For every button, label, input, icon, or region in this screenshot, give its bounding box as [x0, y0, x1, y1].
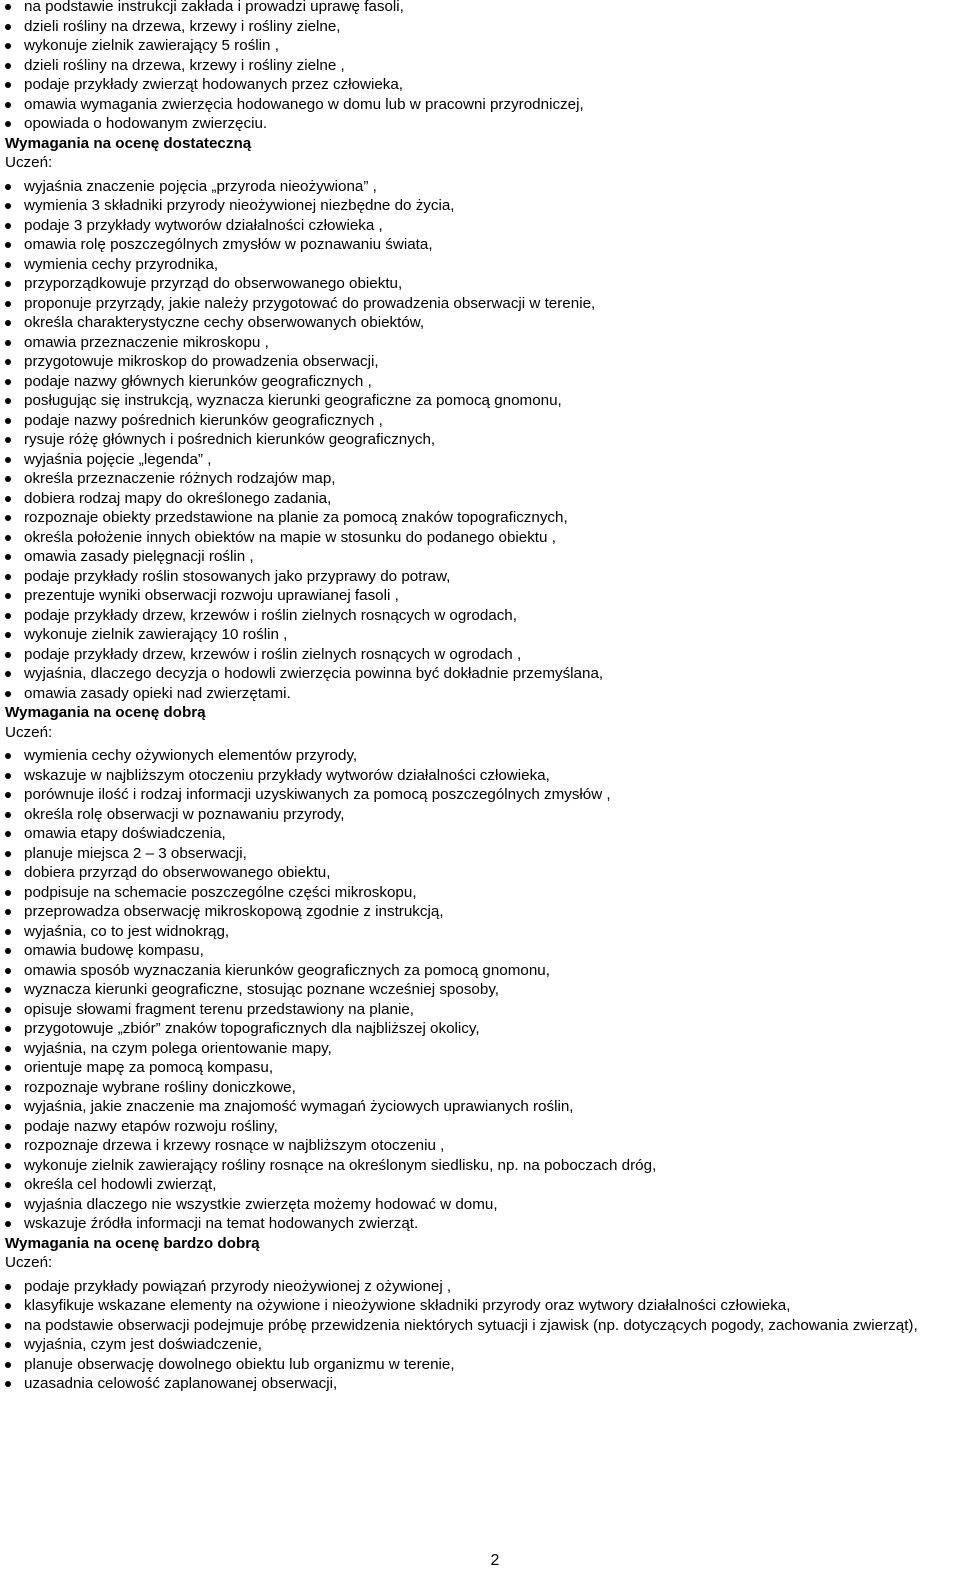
list-item: wyjaśnia pojęcie „legenda” , [0, 450, 960, 470]
list-item: określa cel hodowli zwierząt, [0, 1175, 960, 1195]
list-item: wymienia cechy ożywionych elementów przyrody, [0, 746, 960, 766]
list-item: podaje nazwy głównych kierunków geograficznych , [0, 372, 960, 392]
list-item: podaje przykłady zwierząt hodowanych przez człowieka, [0, 75, 960, 95]
list-item: uzasadnia celowość zaplanowanej obserwacji, [0, 1374, 960, 1394]
list-item: omawia przeznaczenie mikroskopu , [0, 333, 960, 353]
list-item: wyjaśnia, jakie znaczenie ma znajomość wymagań życiowych uprawianych roślin, [0, 1097, 960, 1117]
list-item: rozpoznaje drzewa i krzewy rosnące w najbliższym otoczeniu , [0, 1136, 960, 1156]
list-item: omawia zasady opieki nad zwierzętami. [0, 684, 960, 704]
bardzo-dobra-requirements-list [0, 1277, 960, 1394]
list-item: na podstawie instrukcji zakłada i prowadzi uprawę fasoli, [0, 0, 960, 17]
list-item: wyjaśnia, czym jest doświadczenie, [0, 1335, 960, 1355]
list-item: proponuje przyrządy, jakie należy przygotować do prowadzenia obserwacji w terenie, [0, 294, 960, 314]
list-item: wykonuje zielnik zawierający rośliny rosnące na określonym siedlisku, np. na poboczach dróg, [0, 1156, 960, 1176]
list-item: podaje przykłady powiązań przyrody nieożywionej z ożywionej , [0, 1277, 960, 1297]
list-item: wyjaśnia, dlaczego decyzja o hodowli zwierzęcia powinna być dokładnie przemyślana, [0, 664, 960, 684]
list-item: wyjaśnia znaczenie pojęcia „przyroda nieożywiona” , [0, 177, 960, 197]
list-item: dobiera przyrząd do obserwowanego obiektu, [0, 863, 960, 883]
list-item: określa przeznaczenie różnych rodzajów map, [0, 469, 960, 489]
list-item: orientuje mapę za pomocą kompasu, [0, 1058, 960, 1078]
list-item: wyjaśnia, na czym polega orientowanie mapy, [0, 1039, 960, 1059]
uczen-label-dobra: Uczeń: [5, 723, 53, 741]
list-item: planuje miejsca 2 – 3 obserwacji, [0, 844, 960, 864]
dostateczna-requirements-list [0, 177, 960, 704]
list-item: podpisuje na schemacie poszczególne części mikroskopu, [0, 883, 960, 903]
list-item: rozpoznaje wybrane rośliny doniczkowe, [0, 1078, 960, 1098]
list-item: wyjaśnia, co to jest widnokrąg, [0, 922, 960, 942]
list-item: planuje obserwację dowolnego obiektu lub organizmu w terenie, [0, 1355, 960, 1375]
list-item: podaje nazwy etapów rozwoju rośliny, [0, 1117, 960, 1137]
list-item: przyporządkowuje przyrząd do obserwowanego obiektu, [0, 274, 960, 294]
list-item: wykonuje zielnik zawierający 10 roślin , [0, 625, 960, 645]
list-item: przeprowadza obserwację mikroskopową zgodnie z instrukcją, [0, 902, 960, 922]
list-item: określa położenie innych obiektów na mapie w stosunku do podanego obiektu , [0, 528, 960, 548]
list-item: dzieli rośliny na drzewa, krzewy i rośliny zielne, [0, 17, 960, 37]
list-item: posługując się instrukcją, wyznacza kierunki geograficzne za pomocą gnomonu, [0, 391, 960, 411]
list-item: określa rolę obserwacji w poznawaniu przyrody, [0, 805, 960, 825]
list-item: wykonuje zielnik zawierający 5 roślin , [0, 36, 960, 56]
heading-bardzo-dobra: Wymagania na ocenę bardzo dobrą [5, 1234, 260, 1252]
dobra-requirements-list [0, 746, 960, 1234]
list-item: dzieli rośliny na drzewa, krzewy i rośliny zielne , [0, 56, 960, 76]
list-item: omawia rolę poszczególnych zmysłów w poznawaniu świata, [0, 235, 960, 255]
list-item: wymienia cechy przyrodnika, [0, 255, 960, 275]
list-item: podaje nazwy pośrednich kierunków geograficznych , [0, 411, 960, 431]
list-item: wskazuje źródła informacji na temat hodowanych zwierząt. [0, 1214, 960, 1234]
uczen-label-dostateczna: Uczeń: [5, 154, 53, 171]
list-item: określa charakterystyczne cechy obserwowanych obiektów, [0, 313, 960, 333]
list-item: omawia budowę kompasu, [0, 941, 960, 961]
list-item: wyznacza kierunki geograficzne, stosując poznane wcześniej sposoby, [0, 980, 960, 1000]
uczen-label-bardzo-dobra: Uczeń: [5, 1254, 53, 1271]
list-item: rysuje różę głównych i pośrednich kierunków geograficznych, [0, 430, 960, 450]
list-item: na podstawie obserwacji podejmuje próbę przewidzenia niektórych sytuacji i zjawisk (np. dotyczących pogody, zachowania zwierząt), [0, 1316, 960, 1336]
list-item: opisuje słowami fragment terenu przedstawiony na planie, [0, 1000, 960, 1020]
list-item: omawia wymagania zwierzęcia hodowanego w domu lub w pracowni przyrodniczej, [0, 95, 960, 115]
page-number: 2 [490, 1552, 500, 1569]
list-item: dobiera rodzaj mapy do określonego zadania, [0, 489, 960, 509]
list-item: omawia sposób wyznaczania kierunków geograficznych za pomocą gnomonu, [0, 961, 960, 981]
heading-dostateczna: Wymagania na ocenę dostateczną [5, 134, 252, 152]
list-item: przygotowuje „zbiór” znaków topograficznych dla najbliższej okolicy, [0, 1019, 960, 1039]
list-item: omawia zasady pielęgnacji roślin , [0, 547, 960, 567]
list-item: podaje 3 przykłady wytworów działalności człowieka , [0, 216, 960, 236]
list-item: przygotowuje mikroskop do prowadzenia obserwacji, [0, 352, 960, 372]
heading-dobra: Wymagania na ocenę dobrą [5, 704, 206, 721]
list-item: porównuje ilość i rodzaj informacji uzyskiwanych za pomocą poszczególnych zmysłów , [0, 785, 960, 805]
list-item: wymienia 3 składniki przyrody nieożywionej niezbędne do życia, [0, 196, 960, 216]
list-item: prezentuje wyniki obserwacji rozwoju uprawianej fasoli , [0, 586, 960, 606]
list-item: klasyfikuje wskazane elementy na ożywione i nieożywione składniki przyrody oraz wytwory działalności człowieka, [0, 1296, 960, 1316]
list-item: opowiada o hodowanym zwierzęciu. [0, 114, 960, 134]
top-requirements-list [0, 0, 960, 134]
list-item: wyjaśnia dlaczego nie wszystkie zwierzęta możemy hodować w domu, [0, 1195, 960, 1215]
list-item: podaje przykłady roślin stosowanych jako przyprawy do potraw, [0, 567, 960, 587]
list-item: rozpoznaje obiekty przedstawione na planie za pomocą znaków topograficznych, [0, 508, 960, 528]
list-item: podaje przykłady drzew, krzewów i roślin zielnych rosnących w ogrodach, [0, 606, 960, 626]
list-item: wskazuje w najbliższym otoczeniu przykłady wytworów działalności człowieka, [0, 766, 960, 786]
list-item: omawia etapy doświadczenia, [0, 824, 960, 844]
list-item: podaje przykłady drzew, krzewów i roślin zielnych rosnących w ogrodach , [0, 645, 960, 665]
